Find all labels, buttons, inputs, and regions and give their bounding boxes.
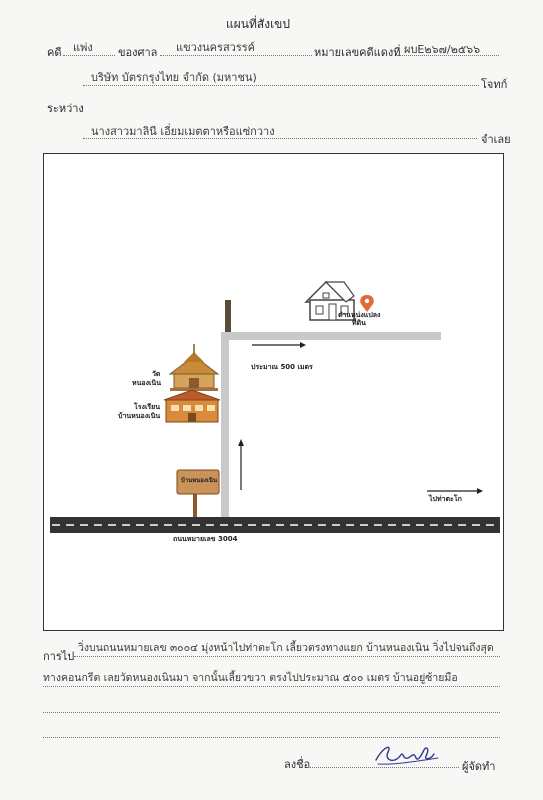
- plaintiff-line: [83, 85, 479, 86]
- defendant-label: จำเลย: [481, 133, 511, 146]
- plaintiff-label: โจทก์: [481, 78, 508, 91]
- directions-line-1: วิ่งบนถนนหมายเลข ๓๐๐๔ มุ่งหน้าไปท่าตะโก เลี้ยวตรงทางแยก บ้านหนองเนิน วิ่งไปจนถึงสุด: [78, 642, 494, 654]
- directions-dotline-2: [43, 686, 500, 687]
- defendant-value: นางสาวมาลินี เอี่ยมเมตตาหรือแซ่กวาง: [91, 125, 275, 138]
- distance-label: ประมาณ 500 เมตร: [251, 363, 313, 371]
- map-frame: [43, 153, 504, 631]
- school-label: โรงเรียน: [134, 403, 160, 411]
- plaintiff-value: บริษัท บัตรกรุงไทย จำกัด (มหาชน): [91, 71, 257, 84]
- directions-dotline-1: [74, 656, 500, 657]
- temple-icon: [170, 344, 218, 391]
- between-label: ระหว่าง: [47, 102, 84, 115]
- location-label: ตำแหน่งแปลง: [338, 311, 381, 319]
- location-label-2: ที่ดิน: [352, 319, 366, 327]
- location-pin-icon: [360, 295, 374, 312]
- temple-label-2: หนองเนิน: [132, 379, 161, 387]
- court-value: แขวงนครสวรรค์: [176, 41, 256, 54]
- signature-label: ลงชื่อ: [284, 758, 311, 771]
- directions-line-2: ทางคอนกรีต เลยวัดหนองเนินมา จากนั้นเลี้ยวขวา ตรงไปประมาณ ๕๐๐ เมตร บ้านอยู่ซ้ายมือ: [43, 672, 458, 684]
- signature-mark: [372, 738, 442, 770]
- side-road-horizontal: [228, 332, 441, 340]
- side-road-vertical: [221, 332, 229, 521]
- directions-dotline-3: [43, 712, 500, 713]
- arrow-right-top-head: [300, 342, 306, 348]
- directions-label: การไป: [43, 650, 75, 663]
- case-label: คดี: [47, 46, 62, 59]
- case-type-value: แพ่ง: [73, 41, 93, 54]
- case-type-line: [63, 55, 115, 56]
- village-sign-label: บ้านหนองเนิน: [180, 477, 218, 484]
- defendant-line: [83, 138, 477, 139]
- signature-line: [307, 767, 459, 768]
- highway-label: ถนนหมายเลข 3004: [173, 535, 238, 543]
- case-number-value: ผบE๒๖๗/๒๕๖๖: [404, 43, 481, 56]
- map-drawing: [44, 154, 502, 629]
- arrow-right-bottom-head: [477, 488, 483, 494]
- court-label: ของศาล: [118, 46, 158, 59]
- page-title: แผนที่สังเขป: [226, 17, 290, 31]
- court-line: [160, 55, 312, 56]
- temple-label: วัด: [152, 370, 161, 378]
- case-number-line: [397, 55, 499, 56]
- school-label-2: บ้านหนองเนิน: [118, 412, 161, 420]
- school-icon: [164, 390, 220, 422]
- case-number-label: หมายเลขคดีแดงที่: [314, 46, 401, 59]
- arrow-up-head: [238, 439, 244, 446]
- signature-role-label: ผู้จัดทำ: [462, 760, 496, 773]
- direction-label: ไปท่าตะโก: [429, 495, 462, 503]
- road-stub: [225, 300, 231, 333]
